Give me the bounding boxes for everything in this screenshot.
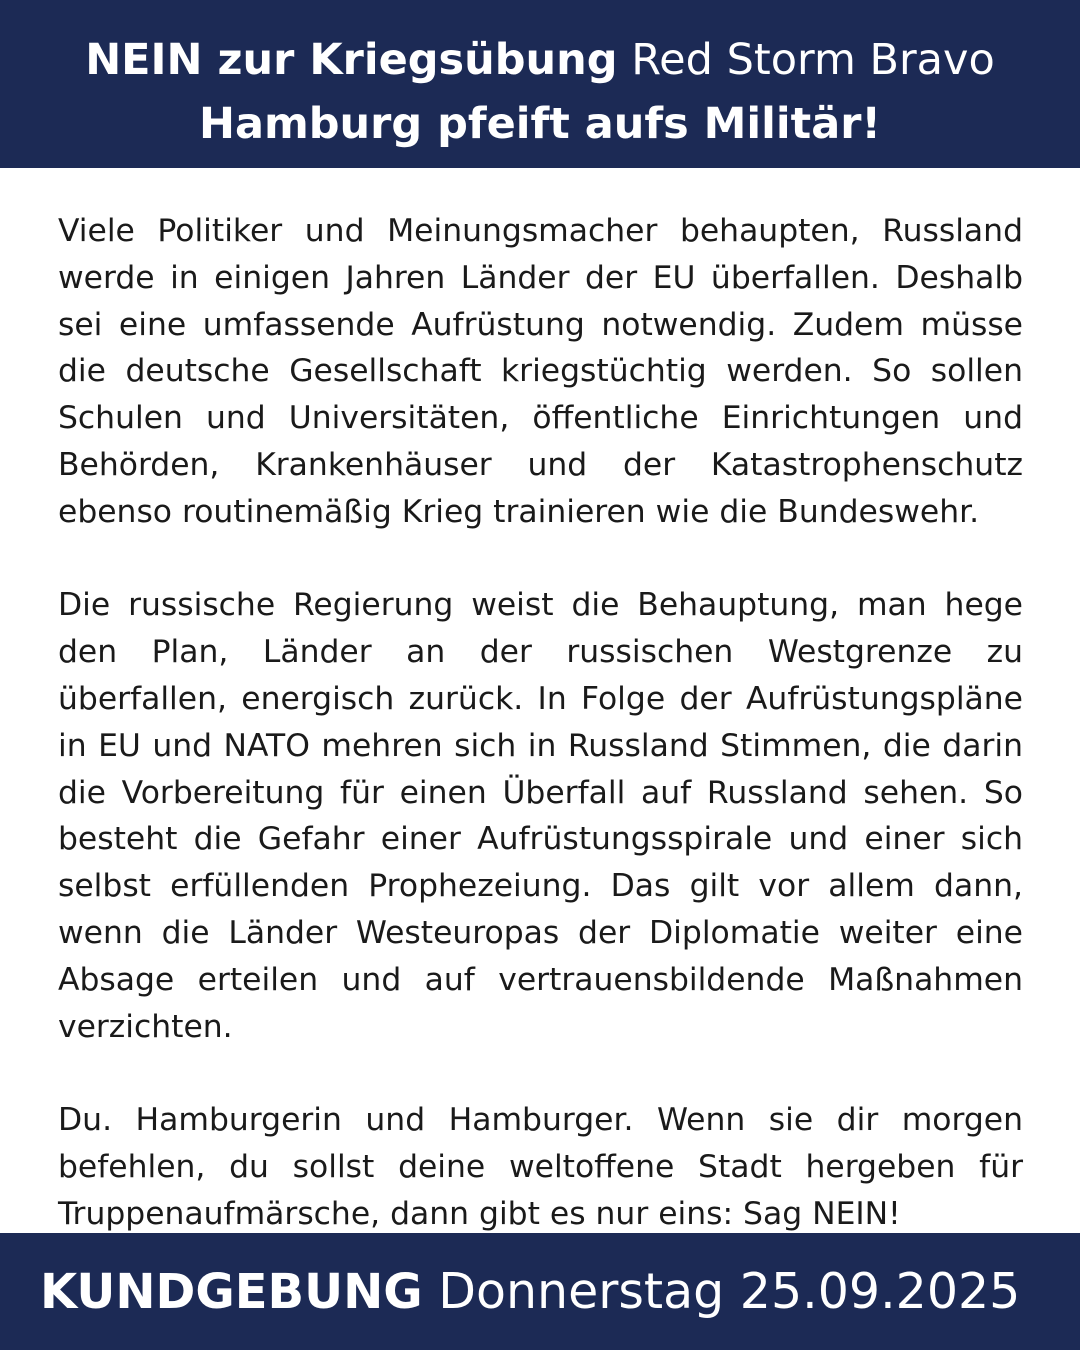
headline-exercise-name: Red Storm Bravo bbox=[617, 35, 995, 85]
paragraph-3: Du. Hamburgerin und Hamburger. Wenn sie dir morgen befehlen, du sollst deine weltoffene Stadt hergeben für Truppenaufmärsche, dann gibt es nur eins: Sag NEIN! bbox=[58, 1102, 1023, 1232]
paragraph-1: Viele Politiker und Meinungsmacher behaupten, Russland werde in einigen Jahren Länder der EU überfallen. Deshalb sei eine umfassende Aufrüstung notwendig. Zudem müsse die deutsche Gesellschaft kriegstüchtig werden. So sollen Schulen und Universitäten, öffentliche Einrichtungen und Behörden, Krankenhäuser und der Katastrophenschutz ebenso routinemäßig Krieg trainieren wie die Bundeswehr. bbox=[58, 213, 1023, 530]
footer-banner bbox=[0, 1233, 1080, 1350]
header-banner bbox=[0, 0, 1080, 168]
event-type: KUNDGEBUNG bbox=[40, 1264, 423, 1320]
paragraph-2: Die russische Regierung weist die Behauptung, man hege den Plan, Länder an der russischen Westgrenze zu überfallen, energisch zurück. In Folge der Aufrüstungspläne in EU und NATO mehren sich in Russland Stimmen, die darin die Vorbereitung für einen Überfall auf Russland sehen. So besteht die Gefahr einer Aufrüstungsspirale und einer sich selbst erfüllenden Prophezeiung. Das gilt vor allem dann, wenn die Länder Westeuropas der Diplomatie weiter eine Absage erteilen und auf vertrauensbildende Maßnahmen verzichten. bbox=[58, 587, 1023, 1045]
headline-line-1 bbox=[0, 28, 1080, 92]
headline-line-2: Hamburg pfeift aufs Militär! bbox=[198, 99, 882, 149]
headline-bold: NEIN zur Kriegsübung bbox=[85, 35, 618, 85]
event-date: Donnerstag 25.09.2025 bbox=[422, 1263, 1021, 1320]
body-text bbox=[58, 208, 1023, 1238]
